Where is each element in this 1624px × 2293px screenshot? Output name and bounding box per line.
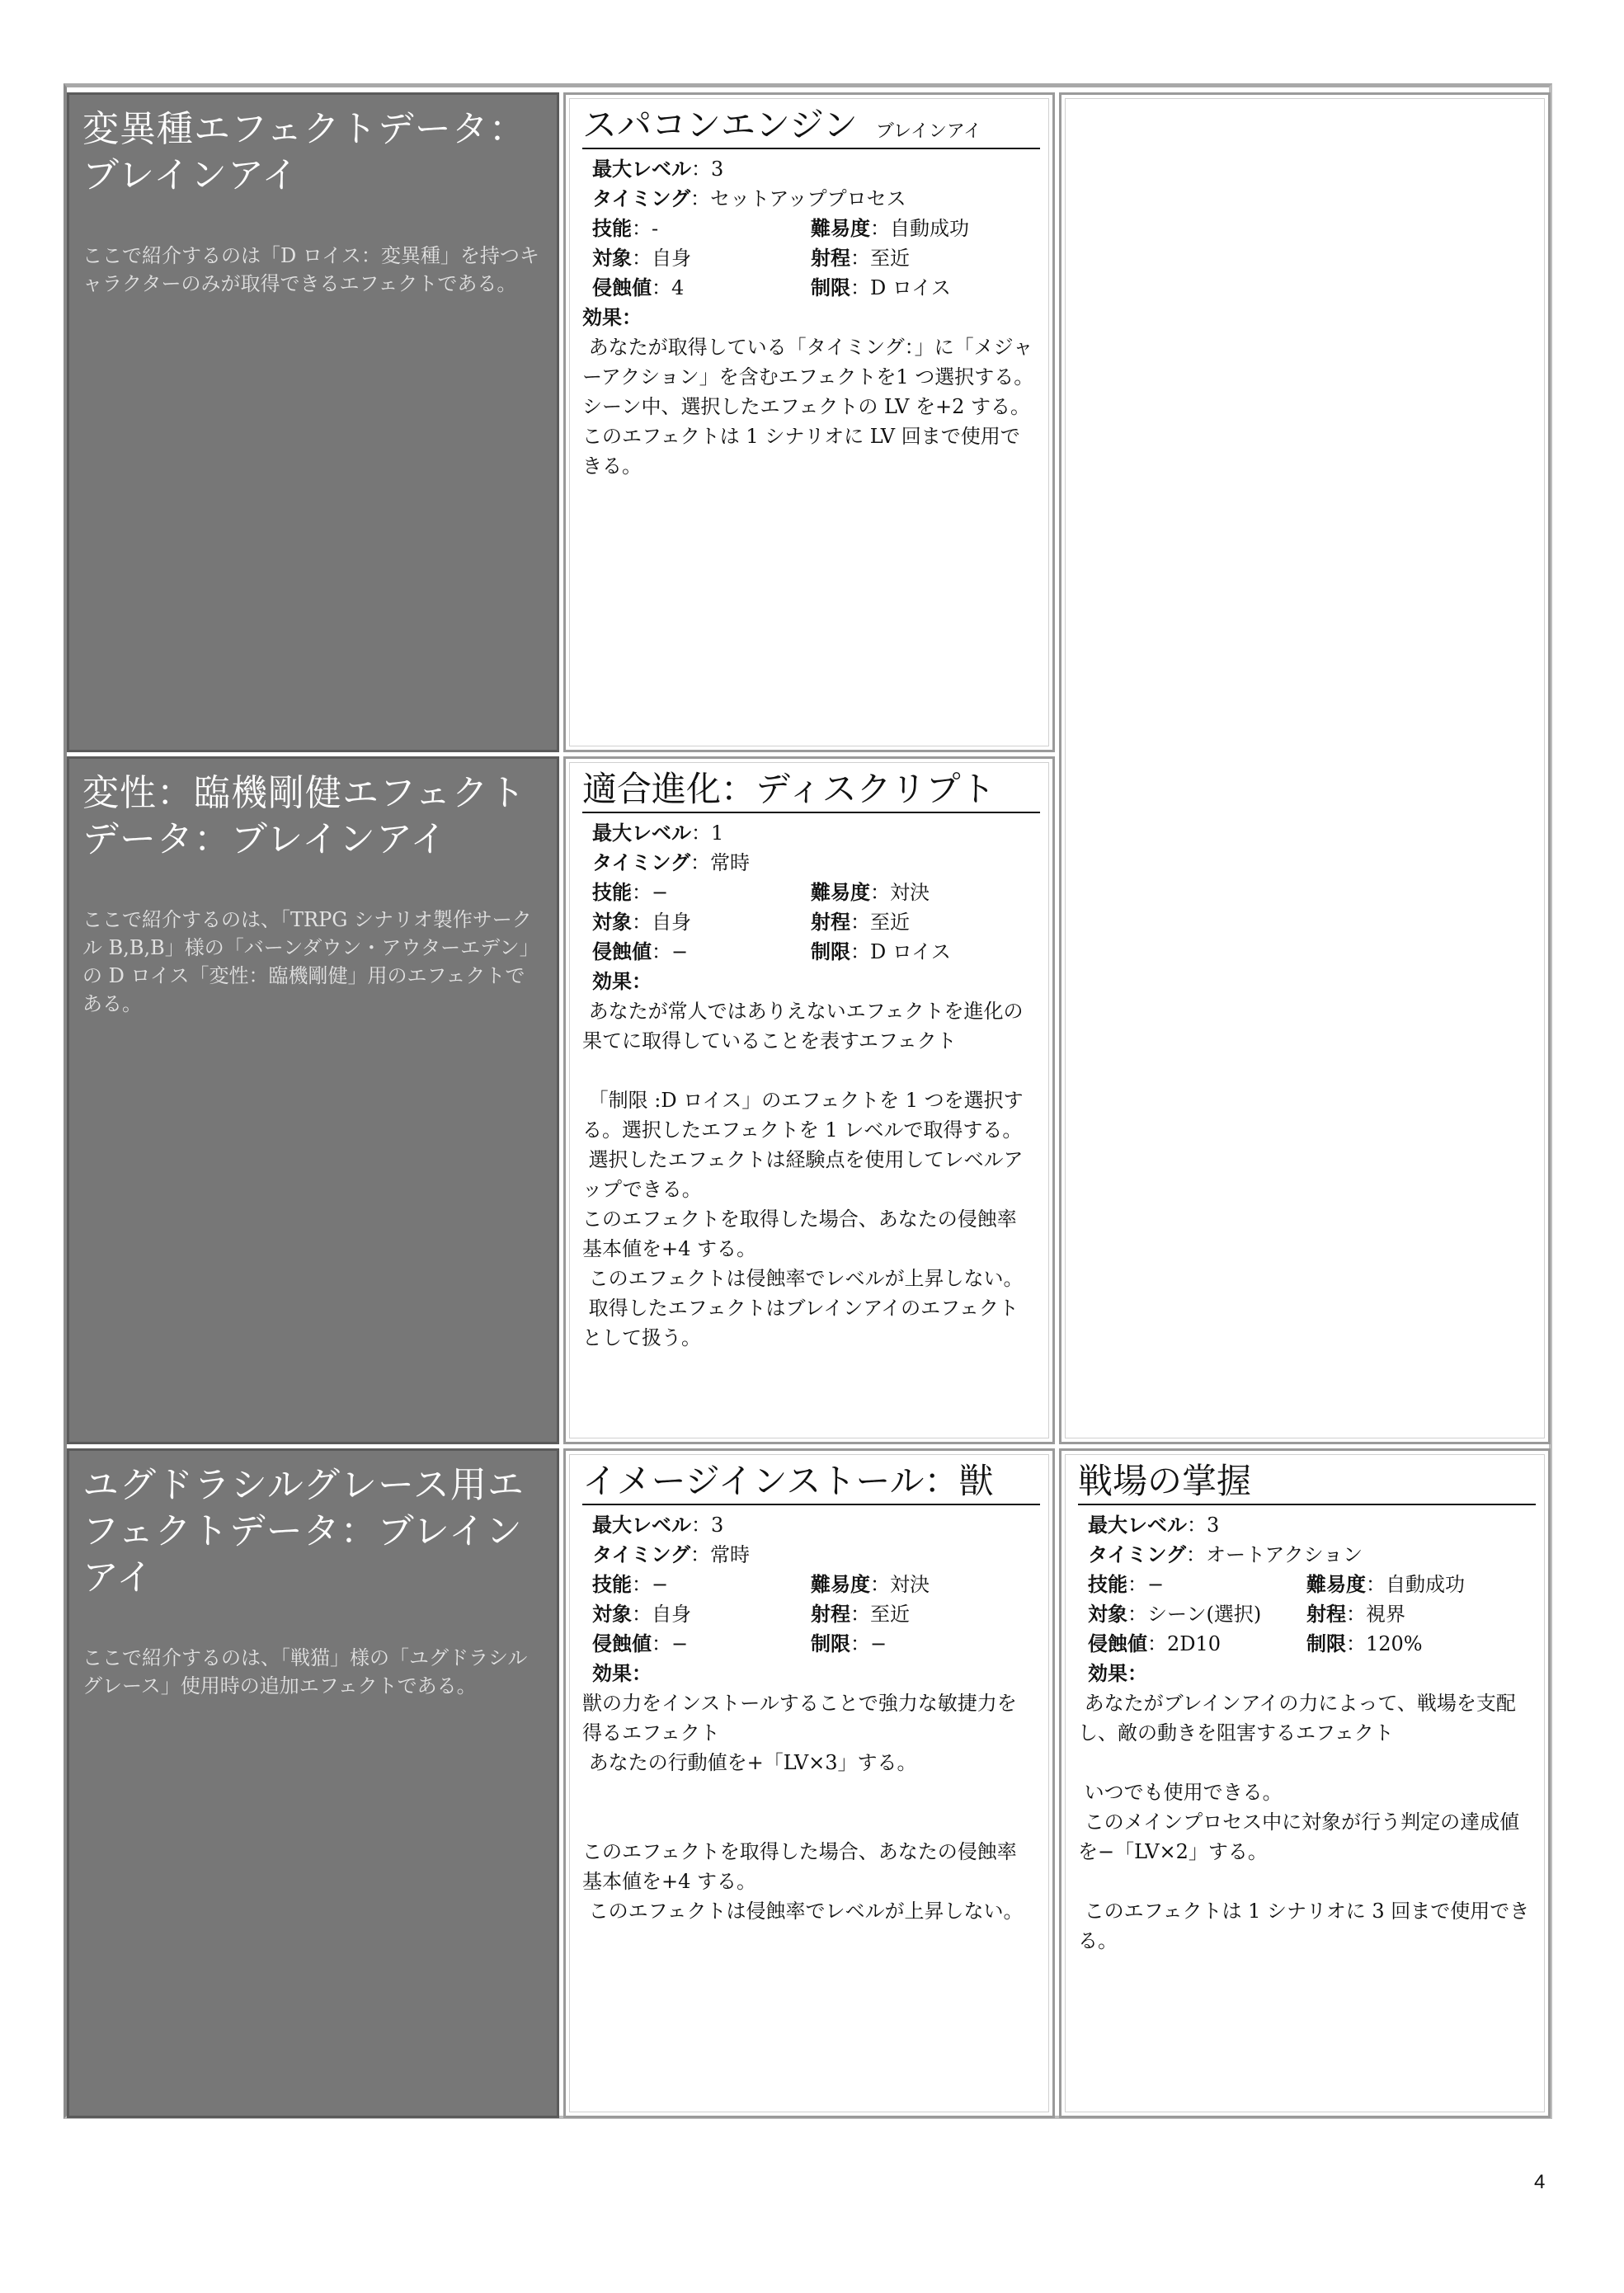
stat-block — [582, 818, 1036, 996]
target-value: ：自身 — [632, 247, 691, 270]
timing-label: タイミング — [1088, 1543, 1187, 1566]
effect-name: イメージインストール：獣 — [582, 1461, 994, 1501]
effect-text: あなたが取得している「タイミング：」に「メジャーアクション」を含むエフェクトを1 つ選択する。 シーン中、選択したエフェクトの LV を+2 する。 このエフェクトは 1 シナリオに LV 回まで使用できる。 — [582, 336, 1034, 478]
max-level-label: 最大レベル — [592, 158, 691, 181]
range-label: 射程 — [811, 247, 850, 270]
skill-label: 技能 — [592, 217, 632, 240]
card-title — [582, 1461, 1040, 1505]
section-description: ここで紹介するのは、「TRPG シナリオ製作サークル B,B,B」様の「バーンダウン・アウターエデン」の D ロイス「変性：臨機剛健」用のエフェクトである。 — [82, 908, 539, 1015]
limit-value: ：− — [850, 1632, 887, 1655]
section-intro-rinki-gouken — [67, 756, 559, 1444]
skill-value: ：- — [632, 217, 659, 240]
effect-label: 効果： — [592, 970, 652, 993]
effect-card-battlefield-control — [1059, 1448, 1551, 2118]
effect-name: 適合進化：ディスクリプト — [582, 769, 996, 809]
card-title — [582, 769, 1040, 813]
limit-label: 制限 — [1306, 1632, 1346, 1655]
max-level-value: ：3 — [691, 1514, 724, 1537]
timing-value: ：常時 — [690, 851, 751, 874]
limit-value: ：D ロイス — [850, 940, 951, 963]
max-level-label: 最大レベル — [1088, 1514, 1187, 1537]
erosion-value: ：− — [652, 940, 689, 963]
erosion-label: 侵蝕値 — [1088, 1632, 1147, 1655]
erosion-value: ：2D10 — [1147, 1632, 1222, 1655]
card-title — [1078, 1461, 1536, 1505]
section-intro-variant — [67, 92, 559, 752]
effect-label: 効果： — [582, 306, 642, 329]
effect-sheet — [64, 83, 1552, 2119]
target-label: 対象 — [592, 247, 632, 270]
max-level-label: 最大レベル — [592, 822, 691, 845]
range-label: 射程 — [811, 911, 850, 934]
difficulty-value: ：自動成功 — [870, 217, 969, 240]
timing-label: タイミング — [592, 851, 691, 874]
effect-name: 戦場の掌握 — [1078, 1461, 1252, 1501]
timing-value: ：セットアッププロセス — [690, 187, 906, 210]
stat-block — [582, 1510, 1036, 1688]
stat-block — [582, 154, 1036, 303]
effect-name: スパコンエンジン — [582, 105, 858, 145]
skill-label: 技能 — [1088, 1573, 1127, 1596]
target-label: 対象 — [592, 1603, 632, 1626]
timing-label: タイミング — [592, 1543, 691, 1566]
range-value: ：至近 — [850, 1603, 910, 1626]
skill-label: 技能 — [592, 881, 632, 904]
difficulty-label: 難易度 — [811, 217, 870, 240]
target-value: ：自身 — [632, 911, 691, 934]
effect-text: 獣の力をインストールすることで強力な敏捷力を得るエフェクト あなたの行動値を+「LV×3」する。 このエフェクトを取得した場合、あなたの侵蝕率基本値を+4 する。 このエフェクトは侵蝕率でレベルが上昇しない。 — [582, 1692, 1024, 1923]
effect-text: あなたがブレインアイの力によって、戦場を支配し、敵の動きを阻害するエフェクト いつでも使用できる。 このメインプロセス中に対象が行う判定の達成値を−「LV×2」する。 このエフェクトは 1 シナリオに 3 回まで使用できる。 — [1078, 1692, 1530, 1952]
erosion-value: ：− — [652, 1632, 689, 1655]
difficulty-label: 難易度 — [811, 881, 870, 904]
effect-label: 効果： — [592, 1662, 652, 1685]
timing-value: ：常時 — [690, 1543, 751, 1566]
max-level-label: 最大レベル — [592, 1514, 691, 1537]
timing-label: タイミング — [592, 187, 691, 210]
limit-value: ：120% — [1346, 1632, 1423, 1655]
limit-label: 制限 — [811, 276, 850, 299]
skill-label: 技能 — [592, 1573, 632, 1596]
range-value: ：至近 — [850, 247, 910, 270]
section-heading: 変性：臨機剛健エフェクトデータ：ブレインアイ — [82, 772, 526, 860]
difficulty-label: 難易度 — [811, 1573, 870, 1596]
section-description: ここで紹介するのは、「戦猫」様の「ユグドラシルグレース」使用時の追加エフェクトである。 — [82, 1646, 528, 1697]
effect-text: あなたが常人ではありえないエフェクトを進化の果てに取得していることを表すエフェクト 「制限 :D ロイス」のエフェクトを 1 つを選択する。選択したエフェクトを 1 レベルで取得する。 選択したエフェクトは経験点を使用してレベルアップできる。 このエフェクトを取得した場合、あなたの侵蝕率基本値を+4 する。 このエフェクトは侵蝕率でレベルが上昇しない。 取得したエフェクトはブレインアイのエフェクトとして扱う。 — [582, 1000, 1024, 1349]
range-value: ：至近 — [850, 911, 910, 934]
effect-card-image-install — [563, 1448, 1055, 2118]
max-level-value: ：3 — [691, 158, 724, 181]
timing-value: ：オートアクション — [1186, 1543, 1363, 1566]
effect-syndrome: ブレインアイ — [875, 121, 981, 142]
target-label: 対象 — [592, 911, 632, 934]
stat-block — [1078, 1510, 1532, 1688]
limit-label: 制限 — [811, 1632, 850, 1655]
erosion-label: 侵蝕値 — [592, 1632, 652, 1655]
max-level-value: ：3 — [1187, 1514, 1220, 1537]
target-value: ：シーン(選択) — [1127, 1603, 1262, 1626]
target-label: 対象 — [1088, 1603, 1127, 1626]
skill-value: ：− — [632, 881, 669, 904]
effect-card-supercon-engine — [563, 92, 1055, 752]
erosion-label: 侵蝕値 — [592, 276, 652, 299]
skill-value: ：− — [1127, 1573, 1165, 1596]
section-heading: ユグドラシルグレース用エフェクトデータ：ブレインアイ — [82, 1464, 525, 1599]
difficulty-value: ：対決 — [870, 881, 930, 904]
max-level-value: ：1 — [691, 822, 724, 845]
section-description: ここで紹介するのは「D ロイス：変異種」を持つキャラクターのみが取得できるエフェクトである。 — [82, 244, 539, 295]
erosion-label: 侵蝕値 — [592, 940, 652, 963]
erosion-value: ：4 — [652, 276, 685, 299]
skill-value: ：− — [632, 1573, 669, 1596]
limit-value: ：D ロイス — [850, 276, 951, 299]
effect-card-discript — [563, 756, 1055, 1444]
target-value: ：自身 — [632, 1603, 691, 1626]
page-number: 4 — [1534, 2171, 1546, 2193]
empty-card — [1059, 92, 1551, 1444]
effect-label: 効果： — [1088, 1662, 1147, 1685]
section-intro-yggdrasil — [67, 1448, 559, 2118]
range-label: 射程 — [811, 1603, 850, 1626]
range-value: ：視界 — [1346, 1603, 1405, 1626]
difficulty-value: ：対決 — [870, 1573, 930, 1596]
section-heading: 変異種エフェクトデータ： ブレインアイ — [82, 108, 526, 196]
limit-label: 制限 — [811, 940, 850, 963]
range-label: 射程 — [1306, 1603, 1346, 1626]
difficulty-value: ：自動成功 — [1366, 1573, 1465, 1596]
difficulty-label: 難易度 — [1306, 1573, 1366, 1596]
card-title — [582, 105, 1040, 149]
